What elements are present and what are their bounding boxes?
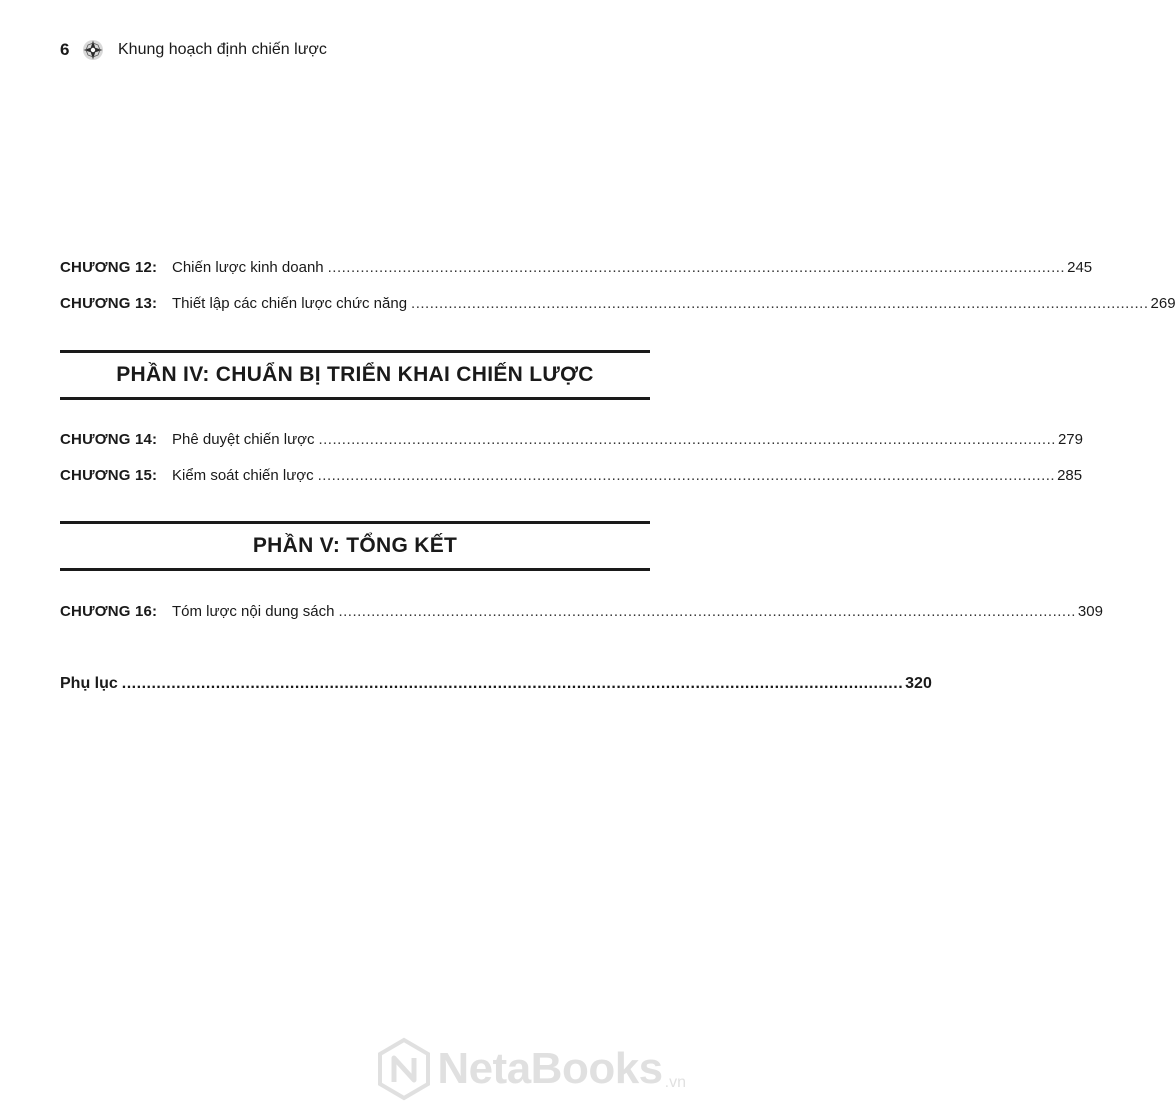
chapter-label: CHƯƠNG 14:	[60, 431, 158, 448]
chapter-label: CHƯƠNG 12:	[60, 259, 158, 276]
page-header	[60, 38, 327, 62]
toc-appendix-entry[interactable]	[60, 675, 932, 697]
toc-entry[interactable]	[60, 467, 1083, 489]
part-rule-bottom	[60, 397, 650, 400]
chapter-page: 285	[1057, 467, 1083, 484]
chapter-title: Phê duyệt chiến lược	[172, 431, 315, 448]
chapter-page: 245	[1067, 259, 1093, 276]
part-heading-block	[60, 521, 650, 571]
watermark-brand: NetaBooks	[437, 1044, 663, 1093]
appendix-title: Phụ lục	[60, 675, 118, 692]
chapter-title: Tóm lược nội dung sách	[172, 603, 335, 620]
toc-entry[interactable]	[60, 603, 1103, 625]
page-number: 6	[60, 40, 70, 59]
watermark	[377, 1038, 686, 1100]
chapter-page: 309	[1077, 603, 1103, 620]
appendix-page: 320	[905, 675, 932, 692]
toc-entry[interactable]	[60, 259, 1093, 281]
leader-dots: ..............................................................................................................................................................	[318, 431, 1056, 448]
chapter-label: CHƯƠNG 13:	[60, 295, 158, 312]
chapter-page: 269	[1150, 295, 1176, 312]
part-heading-block	[60, 350, 650, 400]
part-title: PHẦN V: TỔNG KẾT	[252, 534, 458, 557]
leader-dots: ..............................................................................................................................................................	[121, 675, 904, 692]
netabooks-logo-icon	[377, 1038, 431, 1100]
toc-entry[interactable]	[60, 295, 1176, 317]
part-title: PHẦN IV: CHUẨN BỊ TRIỂN KHAI CHIẾN LƯỢC	[116, 363, 594, 386]
chapter-label: CHƯƠNG 16:	[60, 603, 158, 620]
leader-dots: ..............................................................................................................................................................	[338, 603, 1076, 620]
chapter-page: 279	[1057, 431, 1083, 448]
chapter-title: Chiến lược kinh doanh	[172, 259, 324, 276]
leader-dots: ..............................................................................................................................................................	[327, 259, 1066, 276]
watermark-suffix: .vn	[664, 1074, 686, 1091]
chapter-title: Thiết lập các chiến lược chức năng	[172, 295, 408, 312]
star-emblem-icon	[82, 39, 104, 61]
chapter-title: Kiểm soát chiến lược	[172, 467, 314, 484]
leader-dots: ..............................................................................................................................................................	[411, 295, 1149, 312]
chapter-label: CHƯƠNG 15:	[60, 467, 158, 484]
leader-dots: ..............................................................................................................................................................	[317, 467, 1056, 484]
part-rule-bottom	[60, 568, 650, 571]
running-title: Khung hoạch định chiến lược	[118, 41, 327, 58]
toc-entry[interactable]	[60, 431, 1083, 453]
